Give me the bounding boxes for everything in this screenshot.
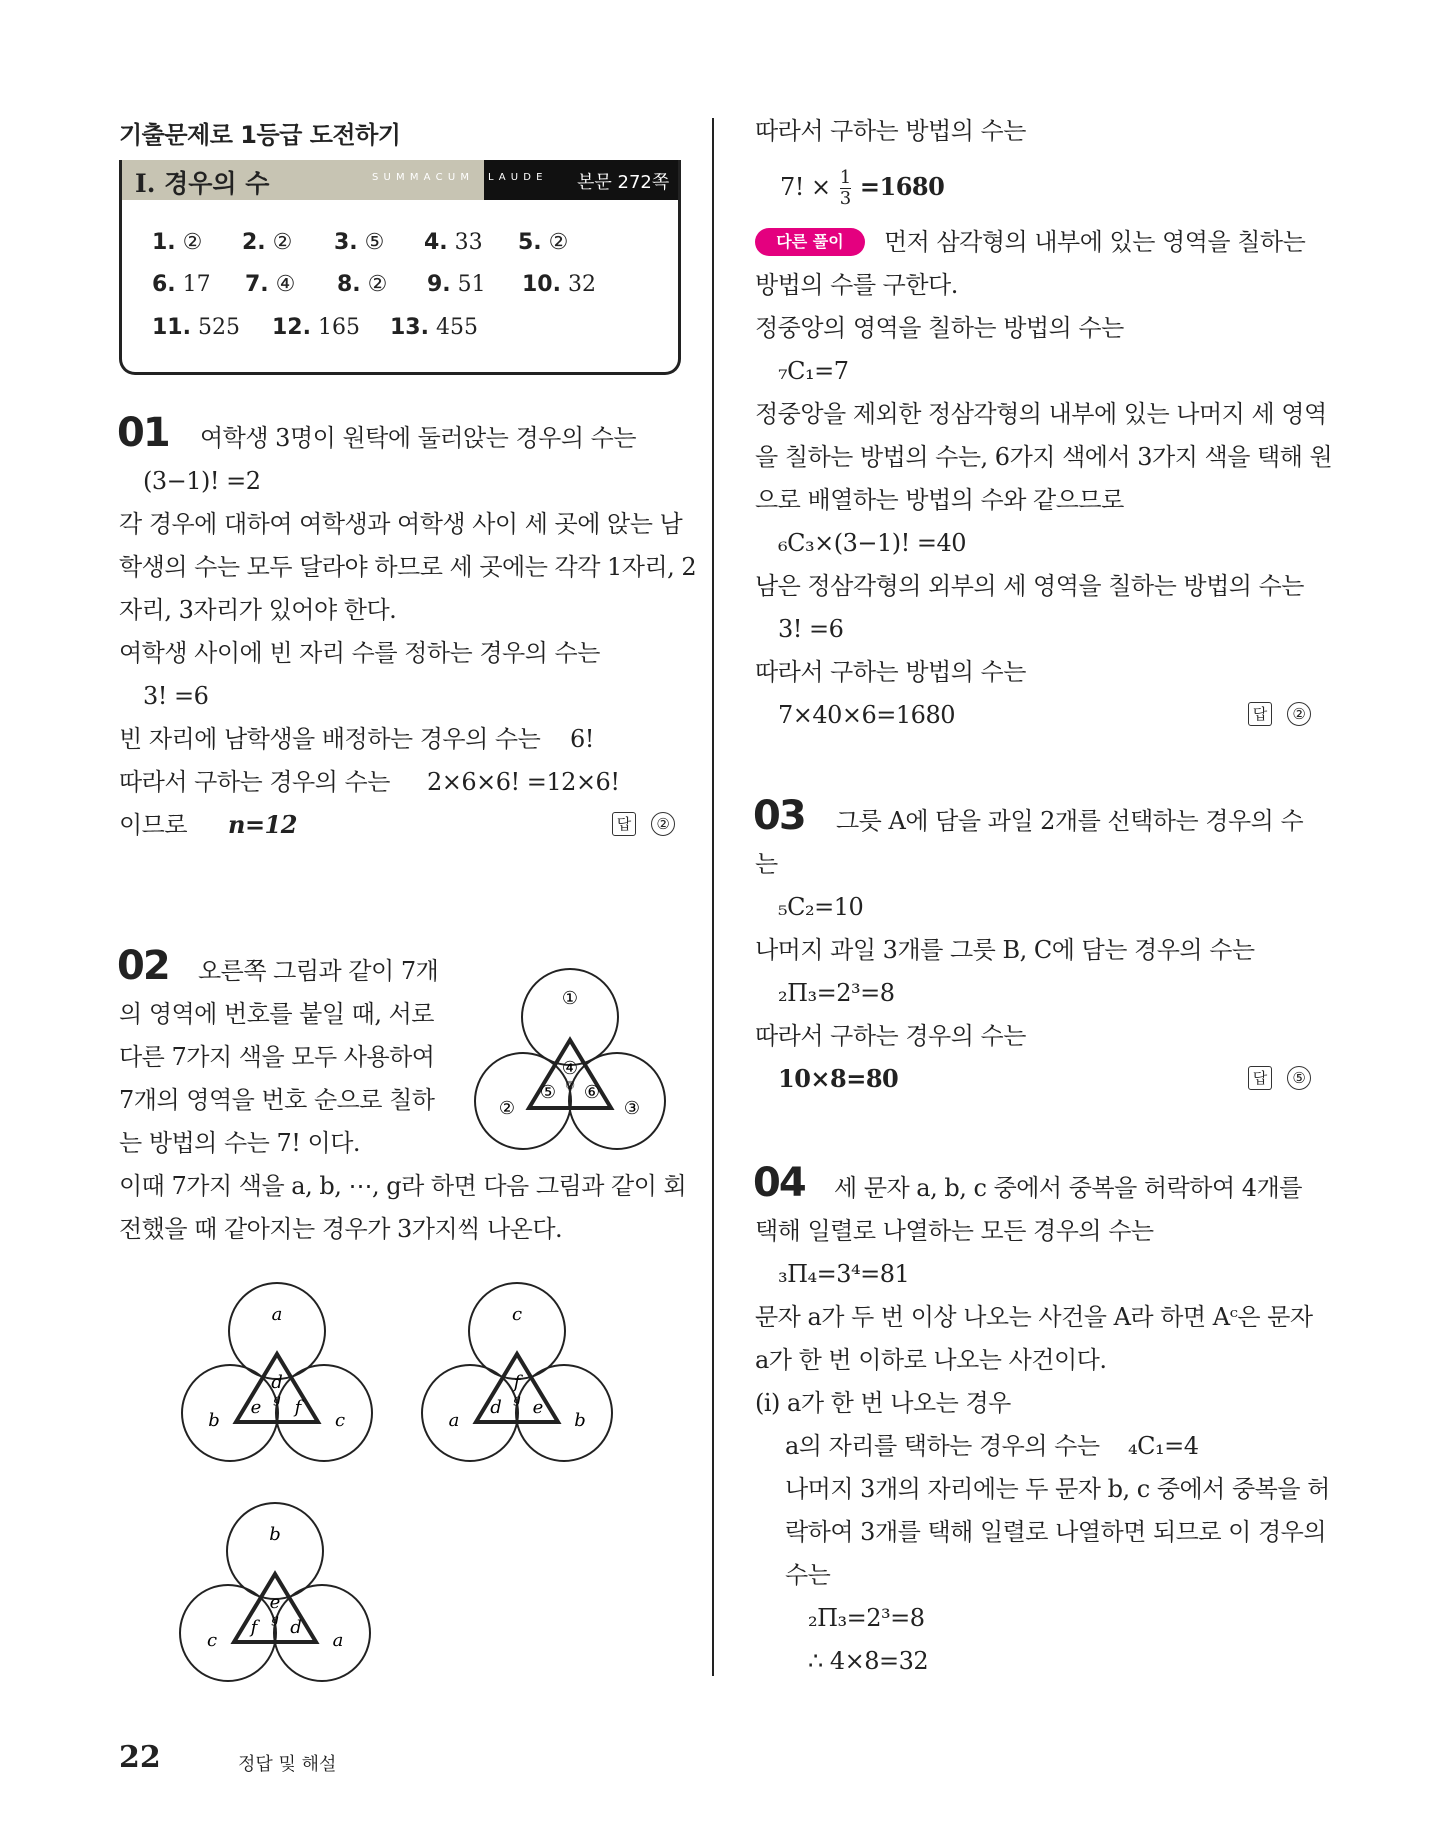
p04-line: 나머지 3개의 자리에는 두 문자 b, c 중에서 중복을 허	[785, 1475, 1330, 1503]
label-left: c	[206, 1630, 218, 1651]
answer-6: 6. 17	[152, 272, 211, 297]
problem-number-04: 04	[753, 1160, 805, 1206]
rotation-diagram-1	[172, 1280, 382, 1470]
r-line: 을 칠하는 방법의 수는, 6가지 색에서 3가지 색을 택해 원	[755, 443, 1333, 471]
r-line: 으로 배열하는 방법의 수와 같으므로	[755, 486, 1124, 514]
rotation-diagram-2	[412, 1280, 622, 1470]
label-left: a	[448, 1410, 460, 1431]
p04-line: (i) a가 한 번 나오는 경우	[755, 1389, 1011, 1417]
r-line: 3! =6	[778, 615, 844, 643]
footer-label: 정답 및 해설	[238, 1754, 337, 1775]
p04-line: 문자 a가 두 번 이상 나오는 사건을 A라 하면 Aᶜ은 문자	[755, 1303, 1313, 1331]
p03-line: 는	[755, 850, 778, 878]
p03-line: ₅C₂=10	[778, 893, 864, 921]
region-3-label: ③	[623, 1098, 641, 1119]
p01-line: (3−1)! =2	[143, 467, 261, 495]
p04-line: a의 자리를 택하는 경우의 수는	[785, 1432, 1100, 1460]
p02-line: 는 방법의 수는 7! 이다.	[119, 1129, 361, 1157]
p01-answer	[612, 812, 675, 836]
answer-5: 5. ②	[518, 230, 569, 255]
r-line: ₇C₁=7	[778, 357, 849, 385]
label-inner-left: f	[250, 1617, 258, 1638]
p02-answer	[1248, 702, 1311, 726]
p02-line: 이때 7가지 색을 a, b, ⋯, g라 하면 다음 그림과 같이 회	[119, 1172, 687, 1200]
p04-line: 락하여 3개를 택해 일렬로 나열하면 되므로 이 경우의	[785, 1518, 1327, 1546]
p01-line: 이므로	[119, 811, 188, 839]
label-inner-right: f	[294, 1397, 302, 1418]
section-title: 기출문제로 1등급 도전하기	[119, 121, 401, 149]
r-line: 따라서 구하는 방법의 수는	[755, 658, 1026, 686]
p03-answer	[1248, 1066, 1311, 1090]
answer-3: 3. ⑤	[334, 230, 385, 255]
p04-line: ∴ 4×8=32	[808, 1647, 929, 1675]
p04-line: 수는	[785, 1561, 831, 1589]
p02-line: 다른 7가지 색을 모두 사용하여	[119, 1043, 435, 1071]
p01-line: 3! =6	[143, 682, 209, 710]
label-top: a	[271, 1304, 283, 1325]
label-inner-left: d	[490, 1397, 502, 1418]
p01-line: 각 경우에 대하여 여학생과 여학생 사이 세 곳에 앉는 남	[119, 510, 683, 538]
answer-10: 10. 32	[522, 272, 596, 297]
answer-box	[119, 160, 681, 375]
region-6-label: ⑥	[583, 1082, 601, 1103]
p02-line: 7개의 영역을 번호 순으로 칠하	[119, 1086, 435, 1114]
label-right: c	[334, 1410, 346, 1431]
answer-4: 4. 33	[424, 230, 483, 255]
region-1-label: ①	[561, 988, 579, 1009]
problem-number-03: 03	[753, 793, 805, 839]
answer-1: 1. ②	[152, 230, 203, 255]
p03-line: 따라서 구하는 경우의 수는	[755, 1022, 1026, 1050]
label-right: b	[574, 1410, 586, 1431]
p02-line: 의 영역에 번호를 붙일 때, 서로	[119, 1000, 434, 1028]
page-reference: 본문 272쪽	[577, 172, 670, 193]
p04-line: 택해 일렬로 나열하는 모든 경우의 수는	[755, 1217, 1154, 1245]
r-line: ₆C₃×(3−1)! =40	[778, 529, 967, 557]
label-middle: g	[513, 1392, 521, 1406]
r-line: 먼저 삼각형의 내부에 있는 영역을 칠하는	[884, 228, 1306, 256]
r-line: 남은 정삼각형의 외부의 세 영역을 칠하는 방법의 수는	[755, 572, 1304, 600]
answer-8: 8. ②	[337, 272, 388, 297]
problem-number-02: 02	[117, 943, 169, 989]
p01-answer-value: n=12	[228, 810, 297, 839]
region-diagram	[460, 958, 680, 1158]
rotation-diagram-3	[170, 1500, 380, 1690]
answer-choice: ⑤	[1287, 1066, 1311, 1090]
region-7-label: ⑦	[565, 1079, 575, 1092]
region-4-label: ④	[561, 1058, 579, 1079]
page-number: 22	[119, 1740, 161, 1775]
problem-number-01: 01	[117, 410, 169, 456]
p01-line: 빈 자리에 남학생을 배정하는 경우의 수는	[119, 725, 541, 753]
r-line: 7×40×6=1680	[778, 701, 955, 729]
label-inner-right: e	[532, 1397, 544, 1418]
label-top: c	[511, 1304, 523, 1325]
p04-line: a가 한 번 이하로 나오는 사건이다.	[755, 1346, 1107, 1374]
answer-mark-icon: 답	[1248, 1066, 1272, 1090]
p03-line: 10×8=80	[778, 1064, 899, 1093]
label-left: b	[208, 1410, 220, 1431]
p01-line: 6!	[570, 725, 594, 753]
r-line: 방법의 수를 구한다.	[755, 271, 958, 299]
brand-left: S U M M A C U M	[372, 172, 470, 183]
answer-9: 9. 51	[427, 272, 486, 297]
answer-mark-icon: 답	[1248, 702, 1272, 726]
label-inner-left: e	[250, 1397, 262, 1418]
label-top: b	[269, 1524, 281, 1545]
region-5-label: ⑤	[539, 1082, 557, 1103]
p01-line: 2×6×6! =12×6!	[427, 768, 620, 796]
p01-line: 여학생 사이에 빈 자리 수를 정하는 경우의 수는	[119, 639, 600, 667]
label-right: a	[332, 1630, 344, 1651]
p04-line: 세 문자 a, b, c 중에서 중복을 허락하여 4개를	[834, 1174, 1302, 1202]
p04-line: ₂Π₃=2³=8	[808, 1604, 925, 1632]
answer-12: 12. 165	[272, 315, 360, 340]
p04-line: ₄C₁=4	[1128, 1432, 1199, 1460]
p01-line: 따라서 구하는 경우의 수는	[119, 768, 390, 796]
alt-solution-tag: 다른 풀이	[755, 228, 865, 256]
p02-line: 전했을 때 같아지는 경우가 3가지씩 나온다.	[119, 1215, 563, 1243]
p02-line: 오른쪽 그림과 같이 7개	[198, 957, 439, 985]
column-divider	[712, 118, 714, 1676]
brand-right: L A U D E	[488, 172, 544, 183]
p03-line: 그릇 A에 담을 과일 2개를 선택하는 경우의 수	[836, 807, 1304, 835]
region-2-label: ②	[498, 1098, 516, 1119]
p01-line: 학생의 수는 모두 달라야 하므로 세 곳에는 각각 1자리, 2	[119, 553, 697, 581]
answer-2: 2. ②	[242, 230, 293, 255]
label-middle: g	[273, 1392, 281, 1406]
answer-11: 11. 525	[152, 315, 240, 340]
p03-line: ₂Π₃=2³=8	[778, 979, 895, 1007]
r-line: 정중앙의 영역을 칠하는 방법의 수는	[755, 314, 1124, 342]
p03-line: 나머지 과일 3개를 그릇 B, C에 담는 경우의 수는	[755, 936, 1255, 964]
p01-line: 여학생 3명이 원탁에 둘러앉는 경우의 수는	[200, 424, 637, 452]
chapter-title: I. 경우의 수	[135, 169, 270, 198]
label-center: d	[271, 1372, 283, 1393]
answer-choice: ②	[651, 812, 675, 836]
answer-13: 13. 455	[390, 315, 478, 340]
answer-7: 7. ④	[245, 272, 296, 297]
p01-line: 자리, 3자리가 있어야 한다.	[119, 596, 397, 624]
label-center: f	[513, 1372, 521, 1393]
r-line: 정중앙을 제외한 정삼각형의 내부에 있는 나머지 세 영역	[755, 400, 1327, 428]
answer-choice: ②	[1287, 702, 1311, 726]
label-inner-right: d	[290, 1617, 302, 1638]
r-line: 따라서 구하는 방법의 수는	[755, 117, 1026, 145]
p04-line: ₃Π₄=3⁴=81	[778, 1260, 910, 1288]
label-middle: g	[271, 1612, 279, 1626]
r-formula: 7! × $\frac{1}{3}$ =1680	[780, 167, 945, 209]
label-center: e	[269, 1592, 281, 1613]
answer-mark-icon: 답	[612, 812, 636, 836]
